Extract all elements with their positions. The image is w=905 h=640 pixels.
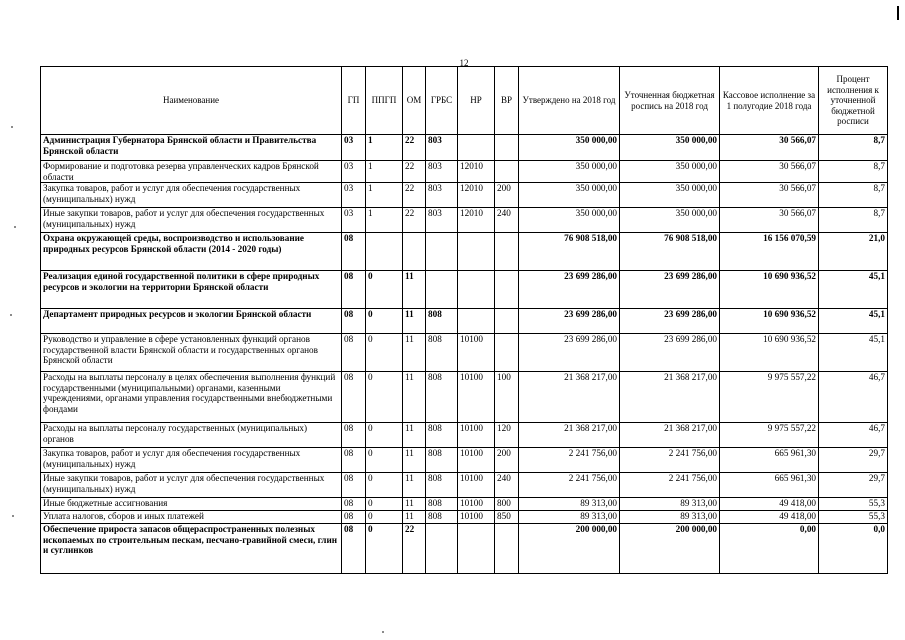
table-row: [41, 208, 888, 233]
cell-nr: 12010: [458, 183, 495, 208]
cell-cash: 16 156 070,59: [720, 233, 819, 271]
cell-om: 11: [403, 271, 426, 309]
cell-vr: 240: [495, 473, 519, 498]
cell-percent: 21,0: [819, 233, 888, 271]
cell-gp: 08: [342, 233, 366, 271]
cell-nr: 10100: [458, 372, 495, 423]
cell-percent: 8,7: [819, 135, 888, 161]
table-row: [41, 372, 888, 423]
edge-mark: [897, 6, 899, 20]
cell-ppgp: 0: [366, 309, 403, 334]
cell-nr: 10100: [458, 511, 495, 524]
cell-grbs: 808: [426, 498, 458, 511]
table-row: [41, 423, 888, 448]
cell-vr: 200: [495, 183, 519, 208]
cell-gp: 08: [342, 309, 366, 334]
cell-percent: 8,7: [819, 183, 888, 208]
cell-gp: 08: [342, 334, 366, 372]
cell-name: Закупка товаров, работ и услуг для обеспечения государственных (муниципальных) нужд: [41, 448, 342, 473]
cell-nr: [458, 135, 495, 161]
cell-ppgp: 0: [366, 448, 403, 473]
cell-grbs: [426, 233, 458, 271]
cell-percent: 46,7: [819, 372, 888, 423]
header-approved: Утверждено на 2018 год: [519, 67, 620, 135]
header-om: ОМ: [403, 67, 426, 135]
cell-ppgp: 1: [366, 135, 403, 161]
cell-nr: [458, 524, 495, 574]
cell-name: Иные закупки товаров, работ и услуг для обеспечения государственных (муниципальных) нужд: [41, 208, 342, 233]
cell-refined: 350 000,00: [620, 208, 720, 233]
cell-refined: 89 313,00: [620, 498, 720, 511]
cell-percent: 55,3: [819, 511, 888, 524]
cell-gp: 08: [342, 372, 366, 423]
cell-grbs: 808: [426, 511, 458, 524]
cell-approved: 23 699 286,00: [519, 334, 620, 372]
cell-refined: 350 000,00: [620, 183, 720, 208]
cell-cash: 665 961,30: [720, 473, 819, 498]
cell-percent: 55,3: [819, 498, 888, 511]
cell-name: Иные бюджетные ассигнования: [41, 498, 342, 511]
cell-approved: 350 000,00: [519, 183, 620, 208]
table-row: [41, 334, 888, 372]
cell-om: 22: [403, 183, 426, 208]
table-row: [41, 511, 888, 524]
scan-dot: [382, 631, 384, 633]
cell-name: Формирование и подготовка резерва управленческих кадров Брянской области: [41, 161, 342, 183]
cell-nr: [458, 233, 495, 271]
cell-vr: [495, 233, 519, 271]
cell-approved: 23 699 286,00: [519, 271, 620, 309]
scan-dot: [10, 314, 12, 316]
table-header-row: [41, 67, 888, 135]
cell-cash: 665 961,30: [720, 448, 819, 473]
header-gp: ГП: [342, 67, 366, 135]
cell-gp: 08: [342, 524, 366, 574]
scan-dot: [12, 515, 14, 517]
cell-nr: [458, 271, 495, 309]
cell-nr: 12010: [458, 161, 495, 183]
header-ppgp: ППГП: [366, 67, 403, 135]
scan-dot: [14, 226, 16, 228]
cell-cash: 0,00: [720, 524, 819, 574]
scan-dot: [11, 126, 13, 128]
cell-grbs: 808: [426, 448, 458, 473]
cell-approved: 76 908 518,00: [519, 233, 620, 271]
cell-refined: 350 000,00: [620, 161, 720, 183]
cell-vr: [495, 334, 519, 372]
cell-gp: 03: [342, 183, 366, 208]
table-row: [41, 183, 888, 208]
header-percent: Процент исполнения к уточненной бюджетной росписи: [819, 67, 888, 135]
cell-ppgp: 0: [366, 473, 403, 498]
cell-ppgp: 0: [366, 498, 403, 511]
cell-cash: 10 690 936,52: [720, 309, 819, 334]
cell-om: 11: [403, 423, 426, 448]
cell-grbs: 803: [426, 161, 458, 183]
cell-vr: 120: [495, 423, 519, 448]
cell-grbs: 803: [426, 208, 458, 233]
cell-om: 11: [403, 511, 426, 524]
cell-name: Расходы на выплаты персоналу в целях обеспечения выполнения функций государственными (муниципальными) органами, казенными учреждениями, органами управления государственными внебюджетными фондами: [41, 372, 342, 423]
cell-gp: 08: [342, 423, 366, 448]
cell-approved: 350 000,00: [519, 135, 620, 161]
cell-approved: 2 241 756,00: [519, 448, 620, 473]
cell-percent: 0,0: [819, 524, 888, 574]
cell-ppgp: 0: [366, 271, 403, 309]
cell-approved: 2 241 756,00: [519, 473, 620, 498]
cell-cash: 49 418,00: [720, 498, 819, 511]
cell-vr: 100: [495, 372, 519, 423]
cell-name: Закупка товаров, работ и услуг для обеспечения государственных (муниципальных) нужд: [41, 183, 342, 208]
table-row: [41, 161, 888, 183]
page-number: 12: [459, 58, 469, 68]
table-row: [41, 498, 888, 511]
cell-ppgp: 0: [366, 423, 403, 448]
cell-cash: 30 566,07: [720, 183, 819, 208]
cell-cash: 10 690 936,52: [720, 271, 819, 309]
cell-om: 22: [403, 524, 426, 574]
cell-vr: [495, 135, 519, 161]
cell-grbs: 808: [426, 473, 458, 498]
cell-om: 22: [403, 161, 426, 183]
cell-refined: 350 000,00: [620, 135, 720, 161]
cell-gp: 08: [342, 473, 366, 498]
cell-name: Расходы на выплаты персоналу государственных (муниципальных) органов: [41, 423, 342, 448]
cell-refined: 23 699 286,00: [620, 271, 720, 309]
table-row: [41, 271, 888, 309]
cell-ppgp: 1: [366, 183, 403, 208]
cell-nr: 10100: [458, 334, 495, 372]
cell-approved: 200 000,00: [519, 524, 620, 574]
cell-gp: 08: [342, 448, 366, 473]
table-row: [41, 233, 888, 271]
cell-refined: 21 368 217,00: [620, 372, 720, 423]
cell-cash: 30 566,07: [720, 208, 819, 233]
cell-nr: 10100: [458, 498, 495, 511]
header-grbs: ГРБС: [426, 67, 458, 135]
cell-vr: 200: [495, 448, 519, 473]
header-cash: Кассовое исполнение за 1 полугодие 2018 года: [720, 67, 819, 135]
cell-percent: 45,1: [819, 309, 888, 334]
cell-refined: 23 699 286,00: [620, 334, 720, 372]
cell-gp: 08: [342, 498, 366, 511]
cell-ppgp: [366, 233, 403, 271]
cell-ppgp: 0: [366, 372, 403, 423]
table-row: [41, 309, 888, 334]
cell-nr: 10100: [458, 423, 495, 448]
cell-om: 22: [403, 135, 426, 161]
cell-om: 11: [403, 498, 426, 511]
cell-name: Департамент природных ресурсов и экологии Брянской области: [41, 309, 342, 334]
header-name: Наименование: [41, 67, 342, 135]
cell-om: 11: [403, 448, 426, 473]
budget-table: [40, 66, 888, 574]
cell-vr: [495, 161, 519, 183]
cell-percent: 29,7: [819, 473, 888, 498]
cell-percent: 8,7: [819, 208, 888, 233]
table-row: [41, 473, 888, 498]
cell-om: 22: [403, 208, 426, 233]
cell-gp: 08: [342, 511, 366, 524]
cell-percent: 46,7: [819, 423, 888, 448]
cell-cash: 9 975 557,22: [720, 372, 819, 423]
cell-name: Руководство и управление в сфере установленных функций органов государственной власти Брянской области и государственных органов Брянской области: [41, 334, 342, 372]
cell-grbs: [426, 271, 458, 309]
cell-gp: 03: [342, 161, 366, 183]
cell-approved: 21 368 217,00: [519, 372, 620, 423]
cell-refined: 23 699 286,00: [620, 309, 720, 334]
header-vr: ВР: [495, 67, 519, 135]
cell-name: Реализация единой государственной политики в сфере природных ресурсов и экологии на территории Брянской области: [41, 271, 342, 309]
cell-grbs: 803: [426, 135, 458, 161]
cell-ppgp: 0: [366, 524, 403, 574]
cell-refined: 2 241 756,00: [620, 473, 720, 498]
cell-cash: 30 566,07: [720, 161, 819, 183]
cell-om: 11: [403, 372, 426, 423]
cell-nr: 10100: [458, 448, 495, 473]
cell-vr: 800: [495, 498, 519, 511]
cell-approved: 89 313,00: [519, 498, 620, 511]
cell-om: 11: [403, 309, 426, 334]
table-row: [41, 524, 888, 574]
cell-approved: 21 368 217,00: [519, 423, 620, 448]
cell-refined: 89 313,00: [620, 511, 720, 524]
cell-vr: [495, 309, 519, 334]
cell-percent: 8,7: [819, 161, 888, 183]
table-row: [41, 135, 888, 161]
cell-ppgp: 0: [366, 511, 403, 524]
cell-ppgp: 0: [366, 334, 403, 372]
cell-cash: 9 975 557,22: [720, 423, 819, 448]
cell-name: Обеспечение прироста запасов общераспространенных полезных ископаемых по строительным пескам, песчано-гравийной смеси, глин и суглинков: [41, 524, 342, 574]
cell-cash: 30 566,07: [720, 135, 819, 161]
table-row: [41, 448, 888, 473]
cell-grbs: 803: [426, 183, 458, 208]
cell-percent: 45,1: [819, 334, 888, 372]
cell-name: Уплата налогов, сборов и иных платежей: [41, 511, 342, 524]
cell-grbs: [426, 524, 458, 574]
cell-om: 11: [403, 473, 426, 498]
cell-percent: 29,7: [819, 448, 888, 473]
cell-approved: 350 000,00: [519, 208, 620, 233]
cell-grbs: 808: [426, 423, 458, 448]
cell-refined: 21 368 217,00: [620, 423, 720, 448]
cell-approved: 89 313,00: [519, 511, 620, 524]
cell-refined: 76 908 518,00: [620, 233, 720, 271]
cell-nr: 10100: [458, 473, 495, 498]
header-nr: НР: [458, 67, 495, 135]
cell-gp: 03: [342, 208, 366, 233]
cell-cash: 10 690 936,52: [720, 334, 819, 372]
cell-percent: 45,1: [819, 271, 888, 309]
cell-nr: [458, 309, 495, 334]
header-refined: Уточненная бюджетная роспись на 2018 год: [620, 67, 720, 135]
cell-om: [403, 233, 426, 271]
cell-ppgp: 1: [366, 161, 403, 183]
cell-vr: [495, 524, 519, 574]
cell-approved: 350 000,00: [519, 161, 620, 183]
cell-ppgp: 1: [366, 208, 403, 233]
cell-nr: 12010: [458, 208, 495, 233]
cell-grbs: 808: [426, 309, 458, 334]
cell-vr: 240: [495, 208, 519, 233]
cell-gp: 08: [342, 271, 366, 309]
cell-refined: 200 000,00: [620, 524, 720, 574]
cell-name: Администрация Губернатора Брянской области и Правительства Брянской области: [41, 135, 342, 161]
cell-cash: 49 418,00: [720, 511, 819, 524]
cell-grbs: 808: [426, 334, 458, 372]
cell-om: 11: [403, 334, 426, 372]
cell-grbs: 808: [426, 372, 458, 423]
cell-vr: [495, 271, 519, 309]
cell-name: Охрана окружающей среды, воспроизводство и использование природных ресурсов Брянской области (2014 - 2020 годы): [41, 233, 342, 271]
table-body: [41, 135, 888, 574]
cell-vr: 850: [495, 511, 519, 524]
cell-gp: 03: [342, 135, 366, 161]
cell-refined: 2 241 756,00: [620, 448, 720, 473]
cell-name: Иные закупки товаров, работ и услуг для обеспечения государственных (муниципальных) нужд: [41, 473, 342, 498]
cell-approved: 23 699 286,00: [519, 309, 620, 334]
